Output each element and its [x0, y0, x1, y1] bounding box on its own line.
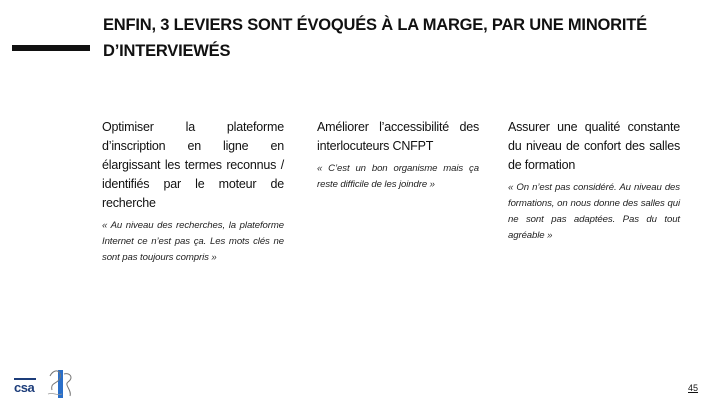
- csa-logo-text: csa: [14, 380, 35, 395]
- lever-heading-2: Améliorer l’accessibilité des interlocuteurs CNFPT: [317, 120, 479, 153]
- page-number: 45: [688, 383, 699, 393]
- csa-logo: [14, 380, 34, 395]
- lever-column-3: [508, 118, 680, 244]
- lever-heading-3: Assurer une qualité constante du niveau de confort des salles de formation: [508, 120, 680, 172]
- partner-logo-icon: [44, 366, 78, 400]
- slide-title: ENFIN, 3 LEVIERS SONT ÉVOQUÉS À LA MARGE, PAR UNE MINORITÉ D’INTERVIEWÉS: [103, 16, 647, 60]
- lever-column-1: [102, 118, 284, 266]
- lever-heading-1: Optimiser la plateforme d’inscription en ligne en élargissant les termes reconnus / identifiés par le moteur de recherche: [102, 120, 284, 210]
- lever-quote-1: « Au niveau des recherches, la plateforme Internet ce n’est pas ça. Les mots clés ne sont pas toujours compris »: [102, 220, 284, 263]
- lever-column-2: [317, 118, 479, 193]
- title-accent-bar: [12, 45, 90, 51]
- csa-logo-bar: [14, 378, 36, 380]
- lever-quote-3: « On n’est pas considéré. Au niveau des formations, on nous donne des salles qui ne sont pas adaptées. Pas du tout agréable »: [508, 182, 680, 241]
- lever-quote-2: « C’est un bon organisme mais ça reste difficile de les joindre »: [317, 163, 479, 190]
